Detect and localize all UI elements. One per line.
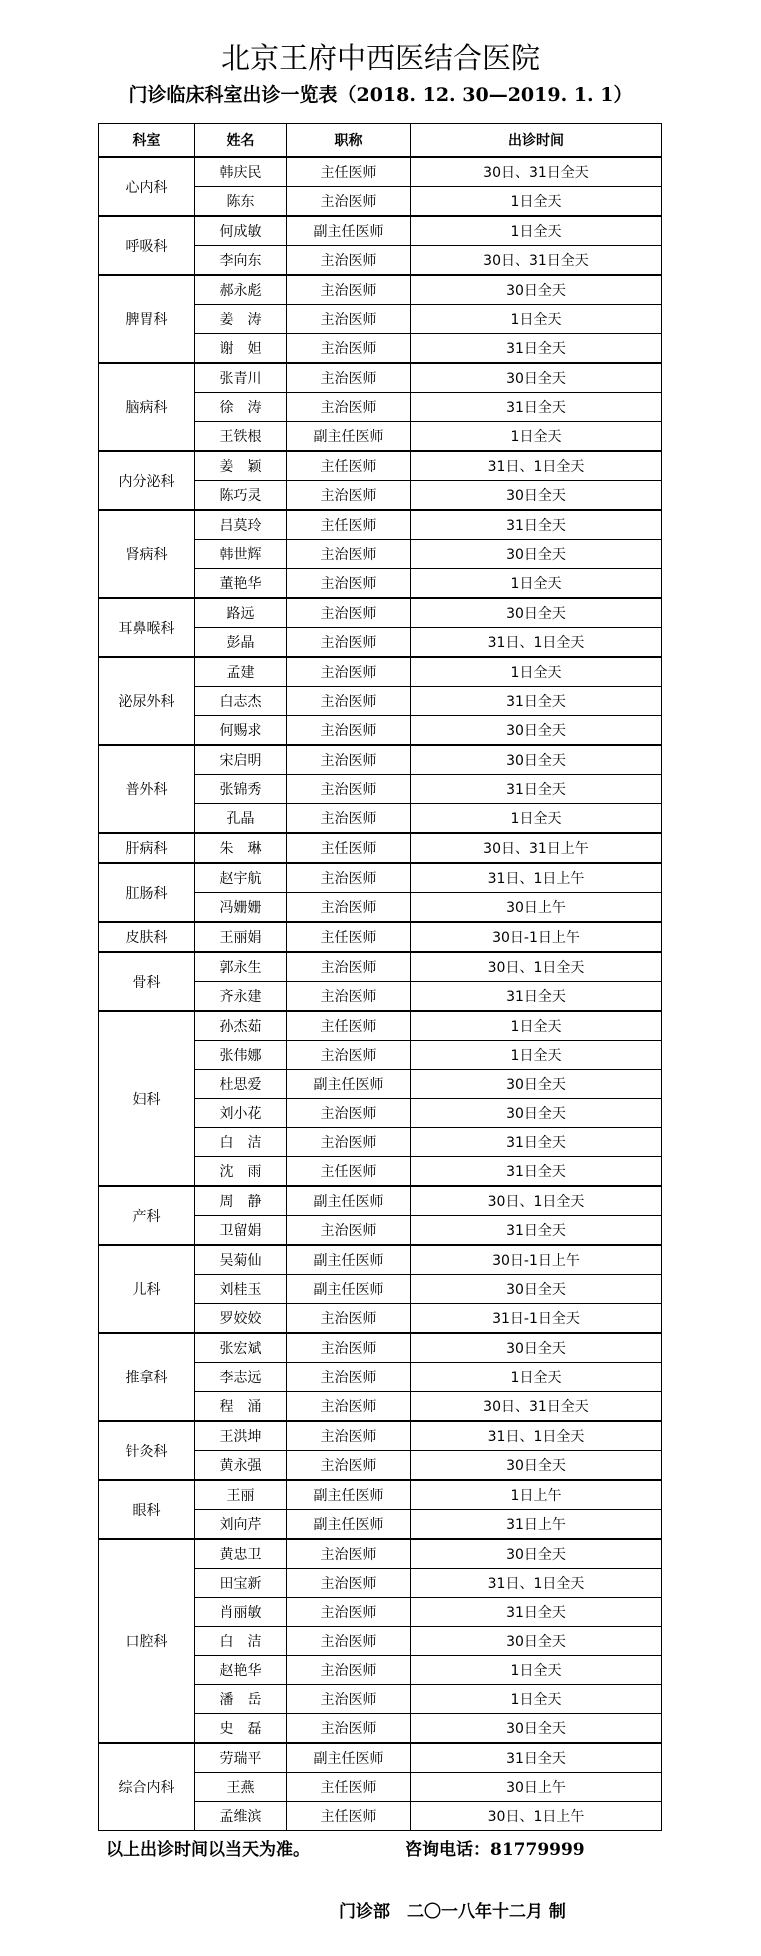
name-cell: 王丽娟 xyxy=(195,922,287,952)
time-cell: 1日全天 xyxy=(411,422,662,452)
table-row xyxy=(99,1011,662,1041)
hospital-title: 北京王府中西医结合医院 xyxy=(220,41,540,75)
title-cell: 副主任医师 xyxy=(287,216,411,246)
header-time: 出诊时间 xyxy=(411,124,662,158)
name-cell: 刘小花 xyxy=(195,1099,287,1128)
time-cell: 30日全天 xyxy=(411,540,662,569)
dept-cell: 儿科 xyxy=(99,1245,195,1333)
time-cell: 1日全天 xyxy=(411,569,662,599)
title-cell: 主治医师 xyxy=(287,863,411,893)
time-cell: 1日全天 xyxy=(411,187,662,217)
dept-cell: 脑病科 xyxy=(99,363,195,451)
dept-cell: 综合内科 xyxy=(99,1743,195,1831)
name-cell: 沈 雨 xyxy=(195,1157,287,1187)
table-row xyxy=(99,598,662,628)
title-cell: 主治医师 xyxy=(287,334,411,364)
name-cell: 王洪坤 xyxy=(195,1421,287,1451)
time-cell: 30日-1日上午 xyxy=(411,922,662,952)
title-cell: 主治医师 xyxy=(287,1627,411,1656)
table-row xyxy=(99,1186,662,1216)
time-cell: 31日全天 xyxy=(411,1128,662,1157)
time-cell: 30日全天 xyxy=(411,598,662,628)
name-cell: 张伟娜 xyxy=(195,1041,287,1070)
title-cell: 主治医师 xyxy=(287,1685,411,1714)
time-cell: 1日全天 xyxy=(411,1041,662,1070)
header-name: 姓名 xyxy=(195,124,287,158)
name-cell: 黄忠卫 xyxy=(195,1539,287,1569)
time-cell: 1日全天 xyxy=(411,657,662,687)
name-cell: 何成敏 xyxy=(195,216,287,246)
time-cell: 30日全天 xyxy=(411,275,662,305)
time-cell: 30日、31日全天 xyxy=(411,157,662,187)
name-cell: 王丽 xyxy=(195,1480,287,1510)
name-cell: 王铁根 xyxy=(195,422,287,452)
time-cell: 31日全天 xyxy=(411,1216,662,1246)
name-cell: 韩世辉 xyxy=(195,540,287,569)
time-cell: 31日全天 xyxy=(411,687,662,716)
title-cell: 主治医师 xyxy=(287,716,411,746)
time-cell: 1日全天 xyxy=(411,804,662,834)
dept-cell: 骨科 xyxy=(99,952,195,1011)
title-cell: 主治医师 xyxy=(287,540,411,569)
name-cell: 黄永强 xyxy=(195,1451,287,1481)
dept-cell: 妇科 xyxy=(99,1011,195,1186)
title-cell: 主治医师 xyxy=(287,1099,411,1128)
name-cell: 陈巧灵 xyxy=(195,481,287,511)
title-cell: 主治医师 xyxy=(287,1128,411,1157)
name-cell: 周 静 xyxy=(195,1186,287,1216)
name-cell: 李志远 xyxy=(195,1363,287,1392)
time-cell: 30日、1日全天 xyxy=(411,1186,662,1216)
time-cell: 30日全天 xyxy=(411,1451,662,1481)
title-cell: 主治医师 xyxy=(287,363,411,393)
name-cell: 张锦秀 xyxy=(195,775,287,804)
issuer-footer: 门诊部 二〇一八年十二月 制 xyxy=(339,1902,566,1922)
name-cell: 冯姗姗 xyxy=(195,893,287,923)
name-cell: 齐永建 xyxy=(195,982,287,1012)
title-cell: 副主任医师 xyxy=(287,1510,411,1540)
table-row xyxy=(99,1539,662,1569)
time-cell: 31日全天 xyxy=(411,510,662,540)
title-cell: 主任医师 xyxy=(287,1157,411,1187)
name-cell: 程 涌 xyxy=(195,1392,287,1422)
time-cell: 1日全天 xyxy=(411,1011,662,1041)
title-cell: 主治医师 xyxy=(287,804,411,834)
time-cell: 30日、31日全天 xyxy=(411,246,662,276)
title-cell: 主任医师 xyxy=(287,1773,411,1802)
title-cell: 副主任医师 xyxy=(287,1480,411,1510)
title-cell: 主治医师 xyxy=(287,1392,411,1422)
name-cell: 姜 涛 xyxy=(195,305,287,334)
title-cell: 副主任医师 xyxy=(287,1186,411,1216)
name-cell: 白志杰 xyxy=(195,687,287,716)
time-cell: 1日全天 xyxy=(411,305,662,334)
time-cell: 31日、1日全天 xyxy=(411,1421,662,1451)
title-cell: 主治医师 xyxy=(287,481,411,511)
title-cell: 主任医师 xyxy=(287,451,411,481)
name-cell: 姜 颖 xyxy=(195,451,287,481)
name-cell: 宋启明 xyxy=(195,745,287,775)
table-row xyxy=(99,275,662,305)
name-cell: 杜思爱 xyxy=(195,1070,287,1099)
table-row xyxy=(99,510,662,540)
title-cell: 副主任医师 xyxy=(287,422,411,452)
name-cell: 潘 岳 xyxy=(195,1685,287,1714)
table-row xyxy=(99,1421,662,1451)
dept-cell: 针灸科 xyxy=(99,1421,195,1480)
time-cell: 31日全天 xyxy=(411,393,662,422)
dept-cell: 眼科 xyxy=(99,1480,195,1539)
name-cell: 路远 xyxy=(195,598,287,628)
title-cell: 主治医师 xyxy=(287,1656,411,1685)
time-cell: 30日、31日全天 xyxy=(411,1392,662,1422)
title-cell: 主治医师 xyxy=(287,687,411,716)
dept-cell: 泌尿外科 xyxy=(99,657,195,745)
time-cell: 31日上午 xyxy=(411,1510,662,1540)
time-cell: 31日、1日全天 xyxy=(411,451,662,481)
title-cell: 主治医师 xyxy=(287,1714,411,1744)
name-cell: 何赐求 xyxy=(195,716,287,746)
name-cell: 孟建 xyxy=(195,657,287,687)
title-cell: 副主任医师 xyxy=(287,1070,411,1099)
time-cell: 31日全天 xyxy=(411,982,662,1012)
table-row xyxy=(99,657,662,687)
time-cell: 30日、31日上午 xyxy=(411,833,662,863)
title-cell: 主治医师 xyxy=(287,1333,411,1363)
time-cell: 30日、1日上午 xyxy=(411,1802,662,1831)
time-cell: 1日全天 xyxy=(411,1363,662,1392)
title-cell: 主治医师 xyxy=(287,187,411,217)
dept-cell: 普外科 xyxy=(99,745,195,833)
table-row xyxy=(99,1743,662,1773)
title-cell: 主治医师 xyxy=(287,1598,411,1627)
name-cell: 劳瑞平 xyxy=(195,1743,287,1773)
title-cell: 副主任医师 xyxy=(287,1743,411,1773)
table-row xyxy=(99,863,662,893)
dept-cell: 皮肤科 xyxy=(99,922,195,952)
title-cell: 主任医师 xyxy=(287,510,411,540)
time-cell: 30日全天 xyxy=(411,481,662,511)
title-cell: 主任医师 xyxy=(287,157,411,187)
title-cell: 主治医师 xyxy=(287,657,411,687)
title-cell: 主治医师 xyxy=(287,598,411,628)
title-cell: 主治医师 xyxy=(287,1041,411,1070)
schedule-table xyxy=(98,123,662,1831)
title-cell: 主任医师 xyxy=(287,833,411,863)
name-cell: 史 磊 xyxy=(195,1714,287,1744)
time-cell: 31日全天 xyxy=(411,1743,662,1773)
table-row xyxy=(99,952,662,982)
name-cell: 朱 琳 xyxy=(195,833,287,863)
name-cell: 董艳华 xyxy=(195,569,287,599)
name-cell: 白 洁 xyxy=(195,1627,287,1656)
table-header-row xyxy=(99,124,662,158)
table-row xyxy=(99,1333,662,1363)
time-cell: 30日全天 xyxy=(411,716,662,746)
time-cell: 30日上午 xyxy=(411,893,662,923)
title-cell: 主治医师 xyxy=(287,1304,411,1334)
name-cell: 王燕 xyxy=(195,1773,287,1802)
time-cell: 30日全天 xyxy=(411,363,662,393)
name-cell: 陈东 xyxy=(195,187,287,217)
name-cell: 徐 涛 xyxy=(195,393,287,422)
table-row xyxy=(99,216,662,246)
title-cell: 主治医师 xyxy=(287,982,411,1012)
name-cell: 罗姣姣 xyxy=(195,1304,287,1334)
name-cell: 吕莫玲 xyxy=(195,510,287,540)
title-cell: 主任医师 xyxy=(287,922,411,952)
time-cell: 31日、1日全天 xyxy=(411,628,662,658)
header-title: 职称 xyxy=(287,124,411,158)
title-cell: 主治医师 xyxy=(287,305,411,334)
time-cell: 31日全天 xyxy=(411,775,662,804)
time-cell: 30日全天 xyxy=(411,1714,662,1744)
time-cell: 1日全天 xyxy=(411,1656,662,1685)
title-cell: 主治医师 xyxy=(287,246,411,276)
time-cell: 1日上午 xyxy=(411,1480,662,1510)
dept-cell: 产科 xyxy=(99,1186,195,1245)
title-cell: 主治医师 xyxy=(287,775,411,804)
dept-cell: 内分泌科 xyxy=(99,451,195,510)
table-row xyxy=(99,745,662,775)
time-cell: 30日全天 xyxy=(411,1333,662,1363)
time-cell: 30日全天 xyxy=(411,1275,662,1304)
name-cell: 刘桂玉 xyxy=(195,1275,287,1304)
header-dept: 科室 xyxy=(99,124,195,158)
title-cell: 主治医师 xyxy=(287,628,411,658)
title-cell: 主任医师 xyxy=(287,1802,411,1831)
schedule-subtitle: 门诊临床科室出诊一览表（2018. 12. 30—2019. 1. 1） xyxy=(128,84,633,106)
dept-cell: 肝病科 xyxy=(99,833,195,863)
title-cell: 主任医师 xyxy=(287,1011,411,1041)
dept-cell: 脾胃科 xyxy=(99,275,195,363)
time-cell: 30日全天 xyxy=(411,1627,662,1656)
title-cell: 主治医师 xyxy=(287,569,411,599)
name-cell: 白 洁 xyxy=(195,1128,287,1157)
name-cell: 刘向芹 xyxy=(195,1510,287,1540)
title-cell: 主治医师 xyxy=(287,952,411,982)
time-cell: 31日全天 xyxy=(411,1157,662,1187)
name-cell: 张宏斌 xyxy=(195,1333,287,1363)
time-cell: 1日全天 xyxy=(411,216,662,246)
title-cell: 主治医师 xyxy=(287,1216,411,1246)
title-cell: 主治医师 xyxy=(287,1539,411,1569)
table-row xyxy=(99,157,662,187)
name-cell: 张青川 xyxy=(195,363,287,393)
time-cell: 31日、1日全天 xyxy=(411,1569,662,1598)
name-cell: 孔晶 xyxy=(195,804,287,834)
dept-cell: 口腔科 xyxy=(99,1539,195,1743)
title-cell: 主治医师 xyxy=(287,393,411,422)
time-cell: 31日全天 xyxy=(411,1598,662,1627)
title-cell: 副主任医师 xyxy=(287,1245,411,1275)
name-cell: 李向东 xyxy=(195,246,287,276)
time-cell: 30日、1日全天 xyxy=(411,952,662,982)
table-row xyxy=(99,363,662,393)
schedule-body xyxy=(99,157,662,1831)
name-cell: 吴菊仙 xyxy=(195,1245,287,1275)
contact-phone: 咨询电话：81779999 xyxy=(405,1840,585,1860)
time-cell: 1日全天 xyxy=(411,1685,662,1714)
title-cell: 主治医师 xyxy=(287,1569,411,1598)
dept-cell: 心内科 xyxy=(99,157,195,216)
dept-cell: 推拿科 xyxy=(99,1333,195,1421)
name-cell: 彭晶 xyxy=(195,628,287,658)
table-row xyxy=(99,922,662,952)
dept-cell: 呼吸科 xyxy=(99,216,195,275)
title-cell: 主治医师 xyxy=(287,893,411,923)
title-cell: 副主任医师 xyxy=(287,1275,411,1304)
time-cell: 31日-1日全天 xyxy=(411,1304,662,1334)
name-cell: 郝永彪 xyxy=(195,275,287,305)
name-cell: 肖丽敏 xyxy=(195,1598,287,1627)
time-cell: 30日全天 xyxy=(411,1099,662,1128)
name-cell: 卫留娟 xyxy=(195,1216,287,1246)
table-row xyxy=(99,1245,662,1275)
dept-cell: 耳鼻喉科 xyxy=(99,598,195,657)
time-cell: 30日上午 xyxy=(411,1773,662,1802)
name-cell: 谢 妲 xyxy=(195,334,287,364)
title-cell: 主治医师 xyxy=(287,275,411,305)
time-cell: 30日-1日上午 xyxy=(411,1245,662,1275)
table-row xyxy=(99,451,662,481)
title-cell: 主治医师 xyxy=(287,745,411,775)
table-row xyxy=(99,833,662,863)
time-cell: 30日全天 xyxy=(411,745,662,775)
name-cell: 郭永生 xyxy=(195,952,287,982)
name-cell: 孟维滨 xyxy=(195,1802,287,1831)
time-cell: 31日全天 xyxy=(411,334,662,364)
title-cell: 主治医师 xyxy=(287,1451,411,1481)
time-cell: 30日全天 xyxy=(411,1539,662,1569)
schedule-note: 以上出诊时间以当天为准。 xyxy=(106,1840,310,1860)
dept-cell: 肛肠科 xyxy=(99,863,195,922)
name-cell: 韩庆民 xyxy=(195,157,287,187)
title-cell: 主治医师 xyxy=(287,1363,411,1392)
name-cell: 田宝新 xyxy=(195,1569,287,1598)
time-cell: 31日、1日上午 xyxy=(411,863,662,893)
name-cell: 孙杰茹 xyxy=(195,1011,287,1041)
table-row xyxy=(99,1480,662,1510)
dept-cell: 肾病科 xyxy=(99,510,195,598)
name-cell: 赵宇航 xyxy=(195,863,287,893)
time-cell: 30日全天 xyxy=(411,1070,662,1099)
name-cell: 赵艳华 xyxy=(195,1656,287,1685)
title-cell: 主治医师 xyxy=(287,1421,411,1451)
